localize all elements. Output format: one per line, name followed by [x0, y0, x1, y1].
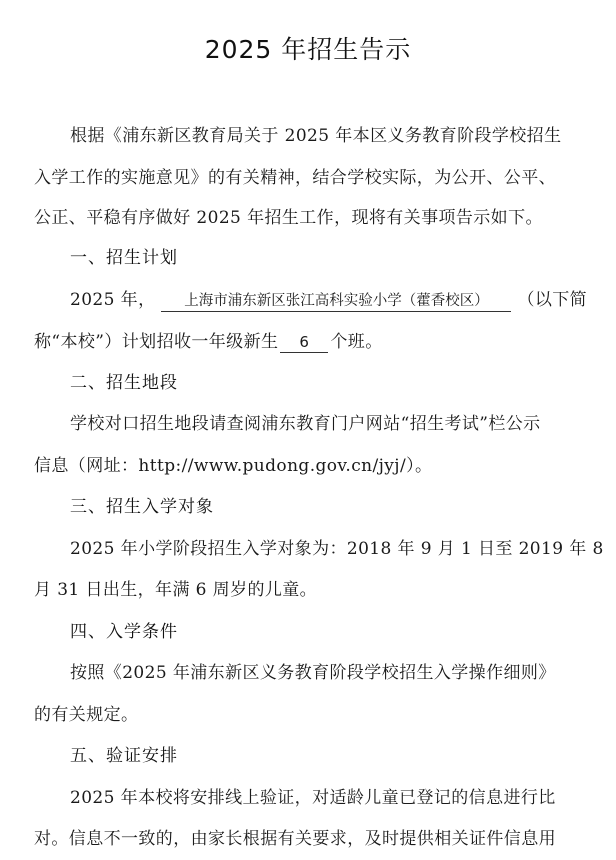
plan-line-1 [70, 288, 587, 312]
eligibility-line-2: 月 31 日出生，年满 6 周岁的儿童。 [34, 580, 318, 600]
plan-line-1-suffix: （以下简 [517, 290, 588, 310]
plan-year-prefix: 2025 年， [70, 290, 156, 310]
conditions-line-1: 按照《2025 年浦东新区义务教育阶段学校招生入学操作细则》 [70, 663, 556, 683]
plan-line-2-suffix: 个班。 [330, 332, 383, 352]
area-line-2: 信息（网址：http://www.pudong.gov.cn/jyj/）。 [34, 456, 433, 476]
area-line-1: 学校对口招生地段请查阅浦东教育门户网站“招生考试”栏公示 [70, 414, 541, 434]
plan-line-2-prefix: 称“本校”）计划招收一年级新生 [34, 332, 279, 352]
intro-line-3: 公正、平稳有序做好 2025 年招生工作，现将有关事项告示如下。 [34, 208, 543, 228]
conditions-line-2: 的有关规定。 [34, 705, 139, 725]
intro-line-1: 根据《浦东新区教育局关于 2025 年本区义务教育阶段学校招生 [70, 126, 562, 146]
school-name-fill: 上海市浦东新区张江高科实验小学（藿香校区） [161, 291, 511, 312]
section-heading-eligibility: 三、招生入学对象 [70, 497, 214, 517]
section-heading-area: 二、招生地段 [70, 373, 178, 393]
class-count-fill: 6 [280, 332, 328, 353]
intro-line-2: 入学工作的实施意见》的有关精神，结合学校实际，为公开、公平、 [34, 168, 556, 188]
eligibility-line-1: 2025 年小学阶段招生入学对象为：2018 年 9 月 1 日至 2019 年 8 [70, 539, 604, 559]
verification-line-1: 2025 年本校将安排线上验证，对适龄儿童已登记的信息进行比 [70, 788, 556, 808]
section-heading-conditions: 四、入学条件 [70, 622, 178, 642]
plan-line-2 [34, 330, 383, 354]
page-title: 2025 年招生告示 [204, 35, 412, 64]
section-heading-plan: 一、招生计划 [70, 248, 178, 268]
verification-line-2: 对。信息不一致的，由家长根据有关要求，及时提供相关证件信息用 [34, 829, 556, 849]
section-heading-verification: 五、验证安排 [70, 746, 178, 766]
